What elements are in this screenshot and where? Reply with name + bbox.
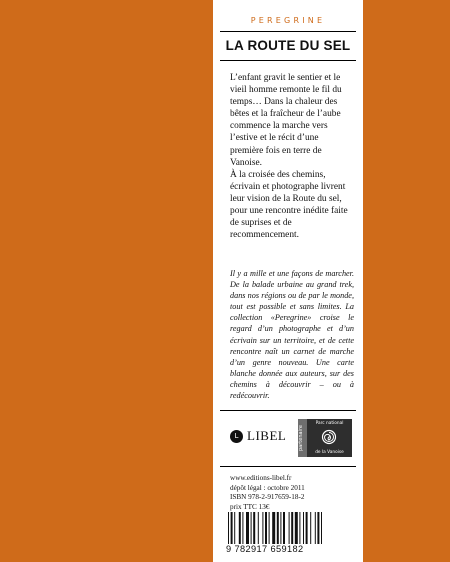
publisher-name: LIBEL	[247, 428, 287, 443]
logo-rule	[220, 410, 356, 411]
collection-description: Il y a mille et une façons de marcher. De la balade urbaine au grand trek, dans nos régions ou de par le monde, tout est possible et sans limites. La collection «Peregrine» croise le regard d’un photographe et d’un écrivain sur un territoire, et de cette rencontre naît un carnet de marche d’un genre nouveau. Une carte blanche donnée aux auteurs, sur des chemins à découvrir – ou à redécouvrir.	[230, 269, 354, 401]
publication-info	[230, 474, 305, 512]
title-rule-top	[220, 31, 356, 32]
series-name: PEREGRINE	[250, 16, 326, 25]
partner-line-2: de la Vanoise	[315, 450, 344, 455]
barcode	[226, 512, 352, 562]
partner-stripe: partenaire	[298, 419, 307, 457]
book-title: LA ROUTE DU SEL	[225, 38, 351, 53]
blurb-paragraph-1: L’enfant gravit le sentier et le vieil homme remonte le fil du temps… Dans la chaleur des bêtes et la fraîcheur de l’aube commence la marche vers l’estive et le récit d’une première fois en terre de Vanoise.	[230, 73, 342, 168]
barcode-number: 9 782917 659182	[226, 544, 304, 554]
partner-line-1: Parc national	[315, 421, 344, 426]
info-rule	[220, 466, 356, 467]
price: prix TTC 13€	[230, 502, 270, 511]
barcode-bars	[226, 512, 352, 544]
isbn: ISBN 978-2-917659-18-2	[230, 493, 305, 502]
partner-logo-box	[307, 419, 352, 457]
title-rule-bottom	[220, 60, 356, 61]
publisher-website: www.editions-libel.fr	[230, 474, 292, 482]
legal-deposit: dépôt légal : octobre 2011	[230, 483, 305, 492]
blurb-paragraph-2: À la croisée des chemins, écrivain et photographe livrent leur vision de la Route du sel, pour une rencontre inédite faite de suprises et de recommencement.	[230, 169, 348, 241]
publisher-logo	[230, 428, 286, 444]
spiral-icon	[321, 429, 337, 445]
publisher-mark-icon: L	[230, 430, 243, 443]
book-blurb	[230, 72, 354, 241]
partner-logo	[298, 419, 352, 457]
